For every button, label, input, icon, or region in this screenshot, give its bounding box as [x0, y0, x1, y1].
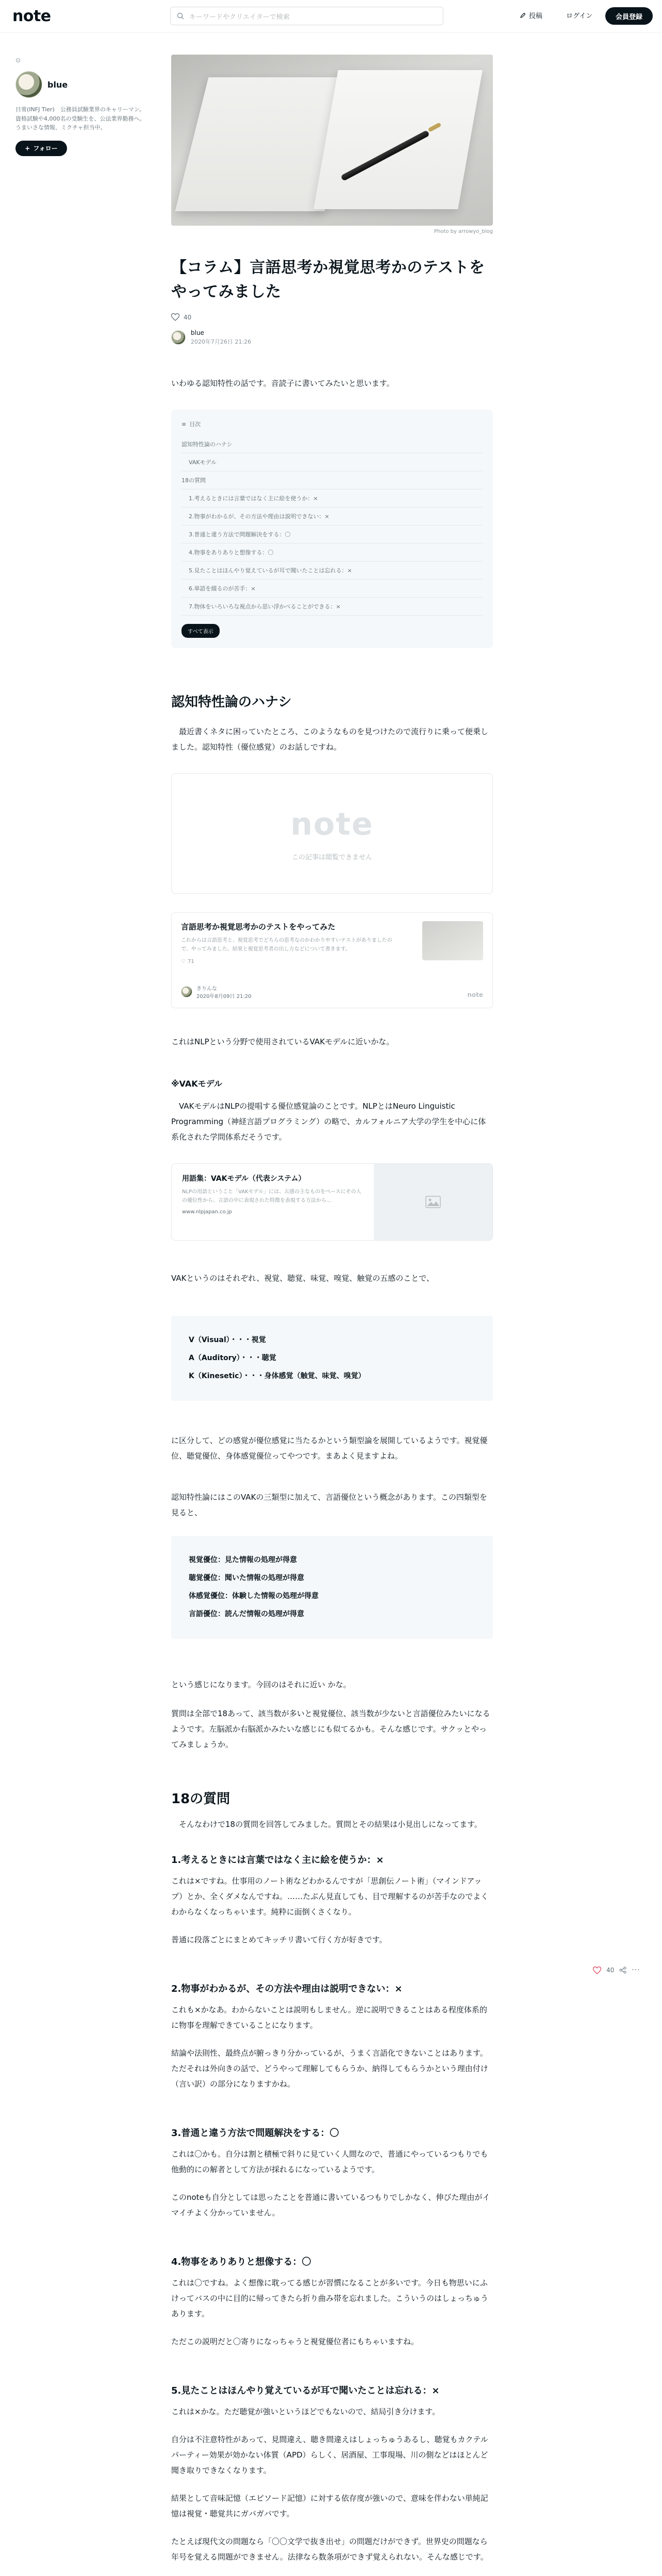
- embed-title: 言語思考か視覚思考かのテストをやってみた: [181, 922, 336, 931]
- list-item: 視覚優位：見た情報の処理が得意: [189, 1556, 297, 1564]
- paragraph: 結果として音味記憶（エピソード記憶）に対する依存度が強いので、意味を伴わない単純記憶は視覚・聴覚共にガバガバです。: [171, 2494, 488, 2518]
- toc-list: [181, 435, 483, 616]
- embed-unavailable: [171, 773, 493, 894]
- paragraph: そんなわけで18の質問を回答してみました。質問とその結果は小見出しになってます。: [171, 1820, 482, 1829]
- author-bio: 日常(INFJ Tier) 公務員試験業界のキャリーマン。資格試験や4,000名の受験生を、公法業界勤務ヘ。うまいさな情報、ミクチャ担当中。: [15, 106, 145, 131]
- embed-brand: note: [467, 991, 483, 998]
- paragraph: 質問は全部で18あって、該当数が多いと視覚優位、該当数が少ないと言語優位みたいになるようです。左脳派か右脳派かみたいな感じにも似てるかも。そんな感じです。サクッとやってみましょうか。: [171, 1709, 490, 1749]
- intro-paragraph: いわゆる認知特性の話です。音読子に書いてみたいと思います。: [171, 379, 394, 388]
- paragraph: たとえば現代文の問題なら「〇〇文学で抜き出せ」の問題だけができず。世界史の問題なら年号を覚える問題ができません。法律なら数条項ができず覚えられない。そんな感じです。: [171, 2537, 488, 2562]
- link-card-title: 用語集：VAKモデル（代表システム）: [182, 1175, 306, 1183]
- article: [171, 55, 493, 2576]
- paragraph: これは〇かも。自分は割と積極で斜りに見ていく人間なので、普通にやっているつもりでも他動的にの解者として方法が採れるになっているようです。: [171, 2149, 488, 2174]
- follow-button[interactable]: [15, 141, 67, 156]
- embed-thumbnail: [422, 921, 483, 960]
- paragraph: という感じになります。今回のはそれに近い かな。: [171, 1680, 351, 1689]
- type-list-box: [171, 1536, 493, 1639]
- author-profile[interactable]: [15, 71, 150, 98]
- paragraph: これは×ですね。仕事用のノート術などわかるんですが「思創伝ノート術」（マインドアップ）とか、全くダメなんですね。……たぶん見直しても、目で理解するのが苦手なのでよくわからなくなっちゃいます。純粋に面倒くさくなり。: [171, 1876, 489, 1917]
- avatar[interactable]: [15, 71, 42, 98]
- image-placeholder-icon: [425, 1196, 441, 1208]
- signup-button[interactable]: 会員登録: [605, 7, 653, 25]
- author-name[interactable]: blue: [47, 79, 68, 90]
- search-icon: [177, 12, 184, 20]
- question-heading: 3.普通と違う方法で問題解決をする：〇: [171, 2128, 339, 2139]
- avatar: [181, 986, 192, 997]
- list-item: K（Kinesetic）・・・身体感覚（触覚、味覚、嗅覚）: [189, 1372, 366, 1380]
- embed-author: きりんな: [196, 986, 217, 992]
- toc-item[interactable]: 5.見たことはほんやり覚えているが耳で聞いたことは忘れる：×: [181, 562, 483, 580]
- question-heading: 1.考えるときには言葉ではなく主に絵を使うか：×: [171, 1855, 384, 1866]
- embed-like-count: 71: [187, 959, 194, 964]
- like-row: [171, 313, 493, 321]
- table-of-contents: [171, 410, 493, 648]
- embed-desc: これからは言語思考と、視覚思考でどちらの思考なのかわかりやすいテストがありましたので、やってみました。結果と視覚思考者の出し方などについて書きます。: [181, 938, 392, 952]
- embed-date: 2020年8月09日 21:20: [196, 994, 252, 999]
- login-link[interactable]: ログイン: [566, 12, 593, 20]
- toc-heading-label: 目次: [189, 421, 201, 428]
- toc-item[interactable]: VAKモデル: [181, 453, 483, 471]
- paragraph: これも×かなあ。わからないことは説明もしません。逆に説明できることはある程度体系的に物事を理解できていることになります。: [171, 2005, 487, 2030]
- share-icon[interactable]: [619, 1967, 626, 1974]
- link-card-image: [374, 1164, 492, 1240]
- link-card-desc: NLPの用語ということ「VAKモデル」には、五感の主なものをベースにその人の優位性から、言語の中に表現された特徴を表現する方法から...: [182, 1189, 361, 1204]
- article-title: 【コラム】言語思考か視覚思考かのテストをやってみました: [171, 259, 485, 301]
- toc-item[interactable]: 4.物事をありありと想像する：〇: [181, 544, 483, 562]
- toc-show-all-button[interactable]: すべて表示: [181, 624, 220, 638]
- question-heading: 2.物事がわかるが、その方法や理由は説明できない：×: [171, 1984, 403, 1994]
- paragraph: 認知特性論にはこのVAKの三類型に加えて、言語優位という概念があります。この四類型を見ると、: [171, 1493, 487, 1517]
- paragraph: このnoteも自分としては思ったことを普通に書いているつもりでしかなく、伸びた理由がイマイチよく分かっていません。: [171, 2193, 490, 2217]
- toc-item[interactable]: 6.単語を綴るのが苦手：×: [181, 580, 483, 598]
- embed-unavailable-message: この記事は閲覧できません: [291, 853, 372, 861]
- magazine-icon: ⊙: [15, 57, 21, 64]
- floating-actions: [593, 1966, 640, 1974]
- section-heading: 認知特性論のハナシ: [171, 694, 292, 710]
- question-heading: 5.見たことはほんやり覚えているが耳で聞いたことは忘れる：×: [171, 2385, 440, 2396]
- notebook-page-right: [313, 70, 483, 209]
- paragraph: これは×かな。ただ聴覚が強いというほどでもないので、結局引き分けます。: [171, 2407, 440, 2416]
- toc-item[interactable]: 7.物体をいろいろな視点から思い浮かべることができる：×: [181, 598, 483, 616]
- search-box[interactable]: [170, 7, 443, 25]
- toc-item[interactable]: 3.普通と違う方法で問題解決をする：〇: [181, 526, 483, 544]
- publish-date: 2020年7月26日 21:26: [191, 338, 252, 345]
- paragraph: 普通に段落ごとにまとめてキッチリ書いて行く方が好きです。: [171, 1935, 387, 1944]
- floating-like-count: 40: [606, 1967, 615, 1974]
- paragraph: これはNLPという分野で使用されているVAKモデルに近いかな。: [171, 1037, 394, 1046]
- toc-item[interactable]: 18の質問: [181, 471, 483, 489]
- author-sidebar: [15, 57, 150, 156]
- paragraph: 結論や法則性、最終点が腑っきり分かっているが、うまく言語化できないことはあります。ただそれは外向きの話で、どうやって理解してもらうか、納得してもらうかという理由付け（言い訳）の部分になりますかね。: [171, 2048, 488, 2089]
- global-header: [0, 0, 662, 33]
- byline-name[interactable]: blue: [191, 329, 204, 336]
- photo-credit[interactable]: Photo by arrowyo_blog: [434, 229, 493, 234]
- note-logo: note: [290, 806, 374, 842]
- list-item: 聴覚優位：聞いた情報の処理が得意: [189, 1574, 304, 1582]
- post-button[interactable]: [520, 10, 542, 20]
- like-count: 40: [184, 313, 192, 321]
- heart-icon[interactable]: [171, 313, 179, 321]
- paragraph: 最近書くネタに困っていたところ、このようなものを見つけたので流行りに乗って便乗しました。認知特性（優位感覚）のお話しですね。: [171, 727, 489, 752]
- post-label: 投稿: [529, 12, 543, 20]
- list-item: 体感覚優位：体験した情報の処理が得意: [189, 1592, 319, 1600]
- link-card-text: [172, 1164, 374, 1240]
- plus-icon: +: [25, 144, 30, 152]
- question-heading: 4.物事をありありと想像する：〇: [171, 2257, 311, 2267]
- list-item: V（Visual）・・・視覚: [189, 1336, 266, 1344]
- toc-item[interactable]: 1.考えるときには言葉ではなく主に絵を使うか：×: [181, 489, 483, 507]
- paragraph: VAKモデルはNLPの提唱する優位感覚論のことです。NLPとはNeuro Linguistic Programming（神経言語プログラミング）の略で、カルフォルニア大学の学生を中心に体系化された学問体系だそうです。: [171, 1101, 486, 1142]
- vak-list-box: [171, 1316, 493, 1401]
- pen-icon: [520, 12, 526, 19]
- heart-icon[interactable]: [593, 1967, 601, 1974]
- embedded-note-card[interactable]: [171, 912, 493, 1008]
- paragraph: これは〇ですね。よく想像に耽ってる感じが習慣になることが多いです。今日も物思いにふけってバスの中に目的に帰ってきたら折り曲み帯を忘れました。こういうのはしょっちゅうあります。: [171, 2278, 489, 2318]
- follow-label: フォロー: [33, 145, 58, 152]
- heart-icon: ♡: [181, 959, 186, 964]
- avatar[interactable]: [171, 330, 186, 345]
- subsection-heading: ※VAKモデル: [171, 1079, 222, 1089]
- author-byline[interactable]: [171, 329, 493, 346]
- search-placeholder: キーワードやクリエイターで検索: [189, 13, 290, 21]
- list-item: A（Auditory）・・・聴覚: [189, 1354, 276, 1362]
- section-heading: 18の質問: [171, 1791, 230, 1807]
- toc-heading[interactable]: [181, 420, 483, 428]
- toc-item[interactable]: 2.物事がわかるが、その方法や理由は説明できない：×: [181, 507, 483, 526]
- link-card-url: www.nlpjapan.co.jp: [182, 1209, 232, 1215]
- embed-footer: [181, 984, 252, 999]
- external-link-card[interactable]: [171, 1163, 493, 1241]
- list-icon: ≡: [181, 420, 187, 428]
- paragraph: に区分して、どの感覚が優位感覚に当たるかという類型論を展開しているようです。視覚優位、聴覚優位、身体感覚優位ってやつです。まあよく見ますよね。: [171, 1436, 488, 1461]
- list-item: 言語優位：読んだ情報の処理が得意: [189, 1610, 304, 1618]
- paragraph: 自分は不注意特性があって、見間違え、聴き間違えはしょっちゅうあるし、聴覚もカクテルパーティー効果が効かない体質（APD）らしく、居酒屋、工事現場、川の側などはほとんど聞き取りできなくなります。: [171, 2435, 488, 2475]
- toc-item[interactable]: 認知特性論のハナシ: [181, 435, 483, 453]
- note-logo[interactable]: note: [12, 7, 51, 25]
- paragraph: VAKというのはそれぞれ、視覚、聴覚、味覚、嗅覚、触覚の五感のことで、: [171, 1274, 435, 1283]
- paragraph: ただこの説明だと〇寄りになっちゃうと視覚優位者にもちゃいますね。: [171, 2337, 419, 2346]
- more-icon[interactable]: ···: [632, 1966, 640, 1974]
- hero-image: [171, 55, 493, 226]
